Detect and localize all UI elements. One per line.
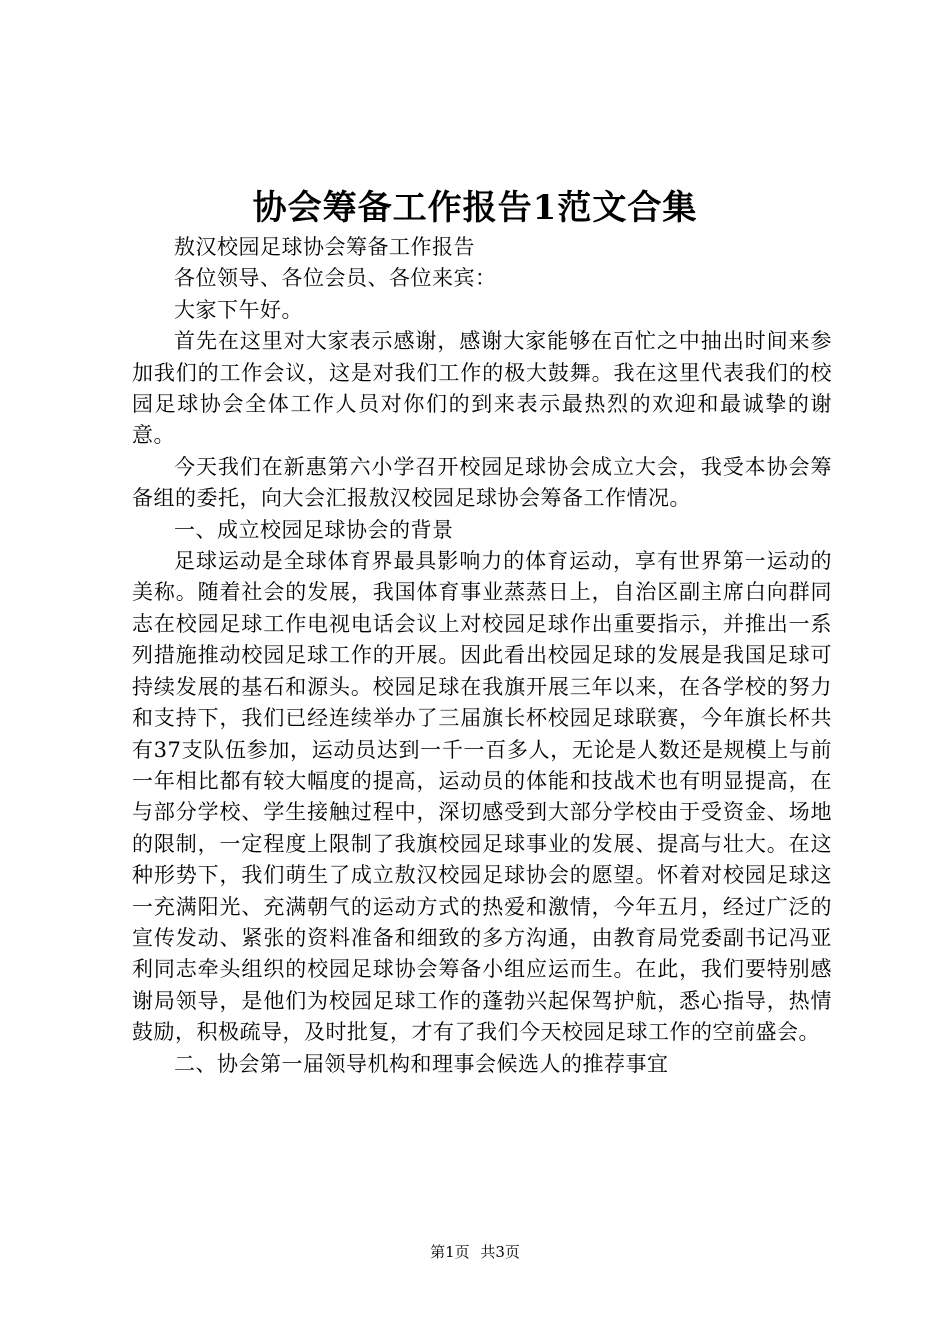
- document-body: [132, 232, 832, 1080]
- section-heading-leadership: 二、协会第一届领导机构和理事会候选人的推荐事宜: [174, 1051, 669, 1076]
- paragraph-background: 足球运动是全球体育界最具影响力的体育运动，享有世界第一运动的美称。随着社会的发展，我国体育事业蒸蒸日上，自治区副主席白向群同志在校园足球工作电视电话会议上对校园足球作出重要指示，并推出一系列措施推动校园足球工作的开展。因此看出校园足球的发展是我国足球可持续发展的基石和源头。校园足球在我旗开展三年以来，在各学校的努力和支持下，我们已经连续举办了三届旗长杯校园足球联赛，今年旗长杯共有37支队伍参加，运动员达到一千一百多人，无论是人数还是规模上与前一年相比都有较大幅度的提高，运动员的体能和技战术也有明显提高，在与部分学校、学生接触过程中，深切感受到大部分学校由于受资金、场地的限制，一定程度上限制了我旗校园足球事业的发展、提高与壮大。在这种形势下，我们萌生了成立敖汉校园足球协会的愿望。怀着对校园足球这一充满阳光、充满朝气的运动方式的热爱和激情，今年五月，经过广泛的宣传发动、紧张的资料准备和细致的多方沟通，由教育局党委副书记冯亚利同志牵头组织的校园足球协会筹备小组应运而生。在此，我们要特别感谢局领导，是他们为校园足球工作的蓬勃兴起保驾护航，悉心指导，热情鼓励，积极疏导，及时批复，才有了我们今天校园足球工作的空前盛会。: [132, 549, 832, 1045]
- paragraph-heading: 敖汉校园足球协会筹备工作报告: [174, 235, 475, 259]
- section-heading-background: 一、成立校园足球协会的背景: [174, 517, 454, 542]
- document-title: 协会筹备工作报告1范文合集: [252, 188, 698, 228]
- page-total: 共3页: [480, 1243, 520, 1261]
- paragraph-purpose: 今天我们在新惠第六小学召开校园足球协会成立大会，我受本协会筹备组的委托，向大会汇报敖汉校园足球协会筹备工作情况。: [132, 454, 832, 511]
- paragraph-thanks: 首先在这里对大家表示感谢，感谢大家能够在百忙之中抽出时间来参加我们的工作会议，这是对我们工作的极大鼓舞。我在这里代表我们的校园足球协会全体工作人员对你们的到来表示最热烈的欢迎和最诚挚的谢意。: [132, 329, 832, 448]
- paragraph-greeting: 大家下午好。: [174, 297, 303, 322]
- page-footer: [0, 1241, 950, 1263]
- page-number: 第1页: [430, 1243, 470, 1261]
- paragraph-salutation: 各位领导、各位会员、各位来宾：: [174, 266, 497, 291]
